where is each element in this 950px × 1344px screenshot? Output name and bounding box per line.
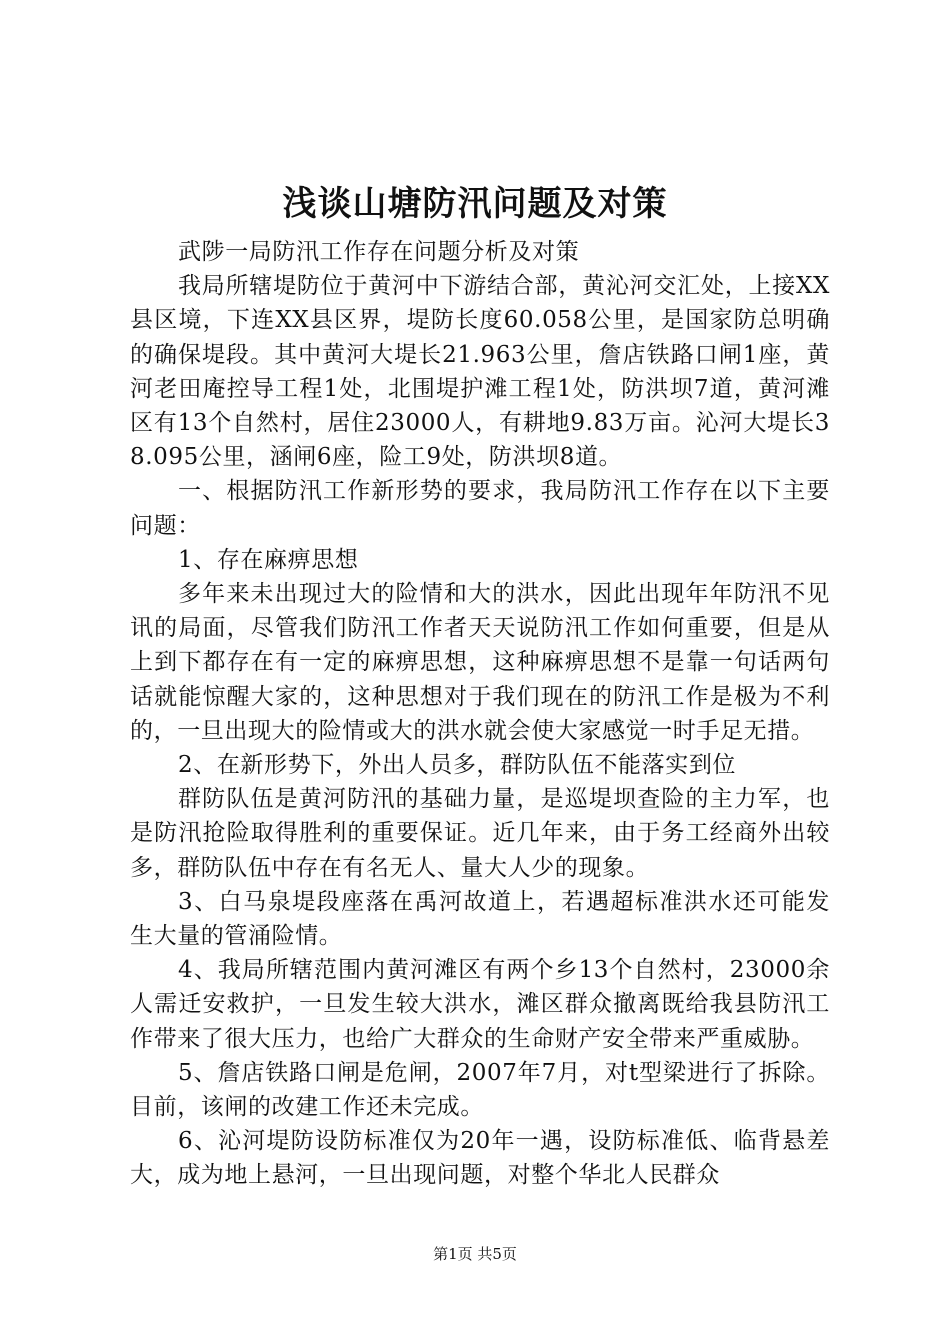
paragraph-item-6: 6、沁河堤防设防标准仅为20年一遇，设防标准低、临背悬差大，成为地上悬河，一旦出现问题，对整个华北人民群众 xyxy=(130,1128,830,1189)
paragraph-item-3: 3、白马泉堤段座落在禹河故道上，若遇超标准洪水还可能发生大量的管涌险情。 xyxy=(130,888,830,950)
paragraph-item-1-heading: 1、存在麻痹思想 xyxy=(178,546,359,573)
paragraph-section-heading: 一、根据防汛工作新形势的要求，我局防汛工作存在以下主要问题： xyxy=(130,478,830,539)
document-body xyxy=(130,235,830,1193)
page-footer: 第1页 共5页 xyxy=(433,1245,517,1263)
paragraph-item-2-heading: 2、在新形势下，外出人员多，群防队伍不能落实到位 xyxy=(178,752,737,779)
document-title: 浅谈山塘防汛问题及对策 xyxy=(282,184,668,224)
paragraph-item-2-body: 群防队伍是黄河防汛的基础力量，是巡堤坝查险的主力军，也是防汛抢险取得胜利的重要保证。近几年来，由于务工经商外出较多，群防队伍中存在有名无人、量大人少的现象。 xyxy=(130,786,830,881)
paragraph-item-5: 5、詹店铁路口闸是危闸，2007年7月，对t型梁进行了拆除。目前，该闸的改建工作还未完成。 xyxy=(130,1059,830,1121)
paragraph-overview: 我局所辖堤防位于黄河中下游结合部，黄沁河交汇处，上接XX县区境，下连XX县区界，堤防长度60.058公里，是国家防总明确的确保堤段。其中黄河大堤长21.963公里，詹店铁路口闸1座，黄河老田庵控导工程1处，北围堤护滩工程1处，防洪坝7道，黄河滩区有13个自然村，居住23000人，有耕地9.83万亩。沁河大堤长38.095公里，涵闸6座，险工9处，防洪坝8道。 xyxy=(130,273,830,471)
paragraph-subtitle: 武陟一局防汛工作存在问题分析及对策 xyxy=(178,239,580,265)
paragraph-item-1-body: 多年来未出现过大的险情和大的洪水，因此出现年年防汛不见讯的局面，尽管我们防汛工作者天天说防汛工作如何重要，但是从上到下都存在有一定的麻痹思想，这种麻痹思想不是靠一句话两句话就能惊醒大家的，这种思想对于我们现在的防汛工作是极为不利的，一旦出现大的险情或大的洪水就会使大家感觉一时手足无措。 xyxy=(130,581,830,744)
paragraph-item-4: 4、我局所辖范围内黄河滩区有两个乡13个自然村，23000余人需迁安救护，一旦发生较大洪水，滩区群众撤离既给我县防汛工作带来了很大压力，也给广大群众的生命财产安全带来严重威胁。 xyxy=(130,957,830,1052)
